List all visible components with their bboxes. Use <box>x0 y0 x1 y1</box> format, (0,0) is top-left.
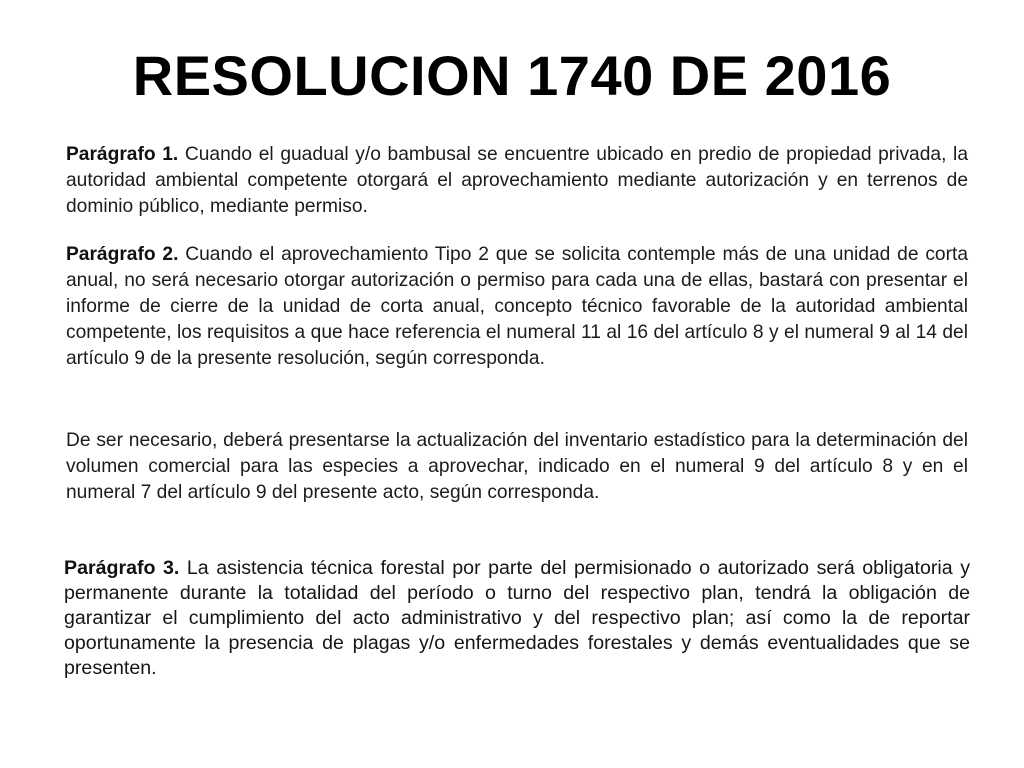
paragraph-1-label: Parágrafo 1. <box>66 144 179 165</box>
paragraph-2 <box>66 242 968 372</box>
paragraph-1-text: Cuando el guadual y/o bambusal se encuentre ubicado en predio de propiedad privada, la autoridad ambiental competente otorgará el aprovechamiento mediante autorización y en terrenos de dominio público, mediante permiso. <box>66 144 968 217</box>
slide-title: RESOLUCION 1740 DE 2016 <box>132 44 892 107</box>
paragraph-3 <box>66 428 968 506</box>
paragraph-1 <box>66 142 968 220</box>
paragraph-4-label: Parágrafo 3. <box>64 557 180 579</box>
paragraph-4-text: La asistencia técnica forestal por parte del permisionado o autorizado será obligatoria y permanente durante la totalidad del período o turno del respectivo plan, tendrá la obligación de garantizar el cumplimiento del acto administrativo y del respectivo plan; así como la de reportar oportunamente la presencia de plagas y/o enfermedades forestales y demás eventualidades que se presenten. <box>64 557 970 679</box>
paragraph-4 <box>64 556 970 681</box>
paragraph-2-label: Parágrafo 2. <box>66 244 179 265</box>
paragraph-3-text: De ser necesario, deberá presentarse la actualización del inventario estadístico para la determinación del volumen comercial para las especies a aprovechar, indicado en el numeral 9 del artículo 8 y en el numeral 7 del artículo 9 del presente acto, según corresponda. <box>66 430 968 503</box>
paragraph-2-text: Cuando el aprovechamiento Tipo 2 que se solicita contemple más de una unidad de corta anual, no será necesario otorgar autorización o permiso para cada una de ellas, bastará con presentar el informe de cierre de la unidad de corta anual, concepto técnico favorable de la autoridad ambiental competente, los requisitos a que hace referencia el numeral 11 al 16 del artículo 8 y el numeral 9 al 14 del artículo 9 de la presente resolución, según corresponda. <box>66 244 968 369</box>
